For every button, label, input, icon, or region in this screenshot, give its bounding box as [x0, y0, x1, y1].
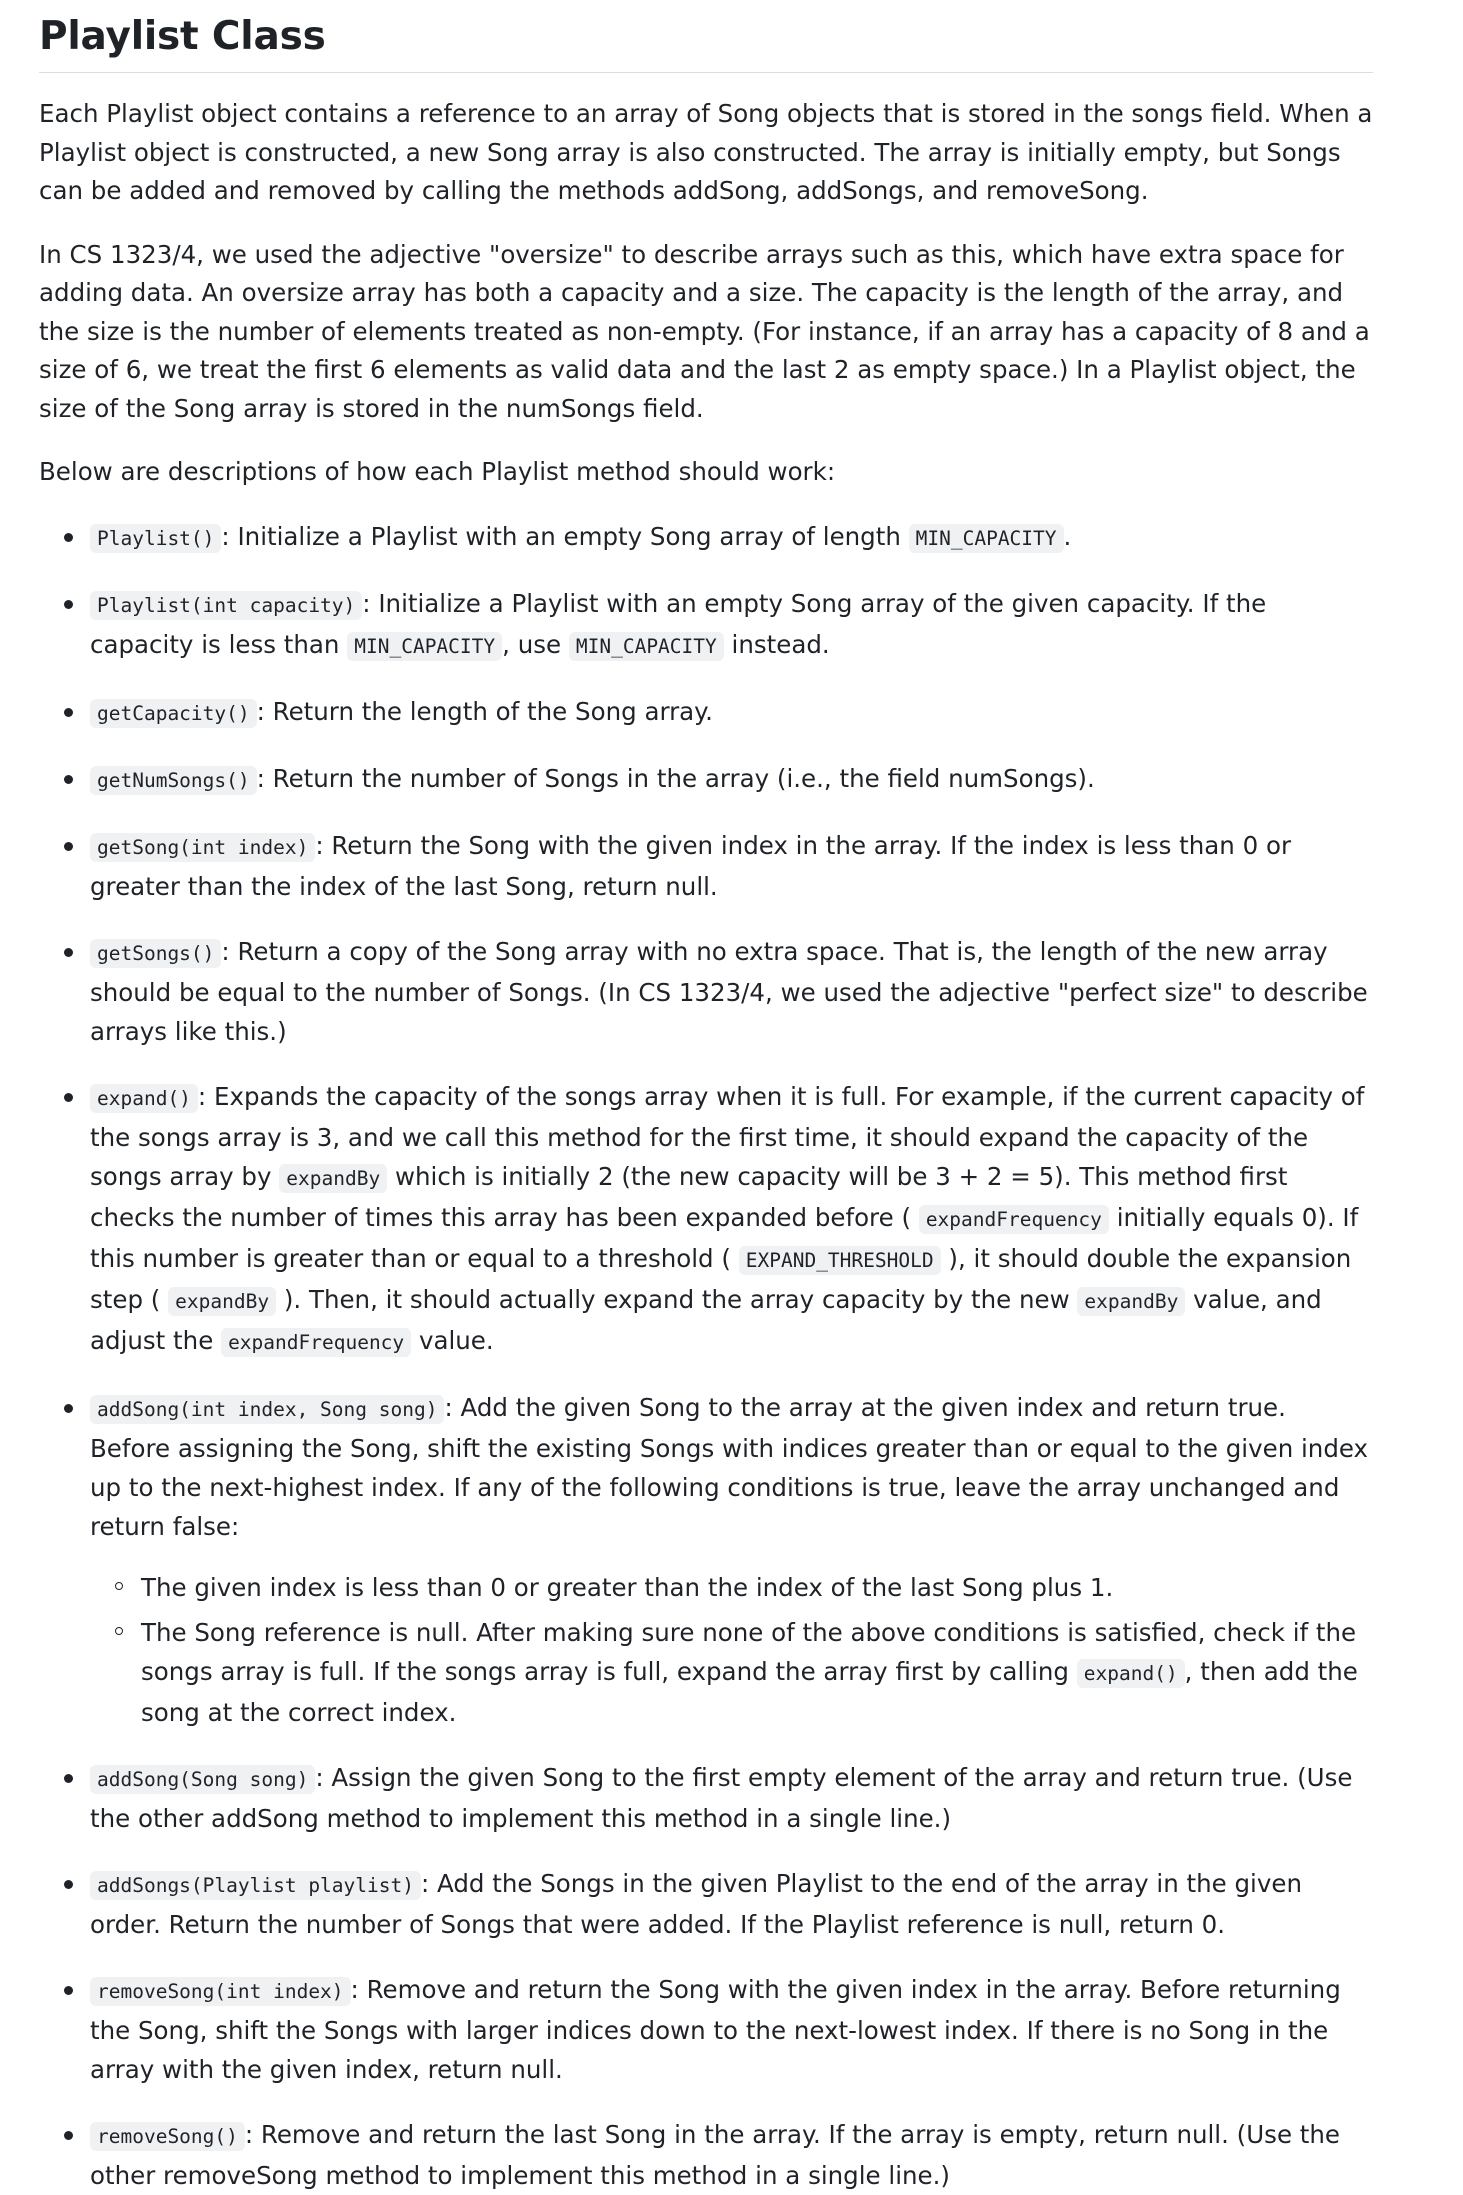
method-text: , use	[502, 629, 569, 659]
method-text: .	[1063, 521, 1072, 551]
method-text: instead.	[723, 629, 830, 659]
method-signature: getSongs()	[90, 939, 221, 968]
inline-code: EXPAND_THRESHOLD	[739, 1246, 941, 1275]
method-text: : Initialize a Playlist with an empty Song array of length	[221, 521, 909, 551]
method-item	[90, 1388, 1373, 1732]
intro-paragraph-1: Each Playlist object contains a reference to an array of Song objects that is stored in the songs field. When a Playlist object is constructed, a new Song array is also constructed. The array is initially empty, but Songs can be added and removed by calling the methods addSong, addSongs, and removeSong.	[39, 99, 1373, 205]
inline-code: MIN_CAPACITY	[347, 632, 502, 661]
intro-paragraph-3: Below are descriptions of how each Playlist method should work:	[39, 457, 836, 486]
condition-item	[141, 1613, 1373, 1732]
method-list	[39, 517, 1373, 2195]
method-item	[90, 692, 1373, 733]
inline-code: expandFrequency	[221, 1328, 411, 1357]
method-item	[90, 2115, 1373, 2195]
method-text: initially equals 0). If this number is greater than or equal to a threshold (	[90, 1202, 1359, 1273]
method-text: : Assign the given Song to the first empty element of the array and return true. (Use the other addSong method to implement this method in a single line.)	[90, 1762, 1353, 1833]
method-signature: addSong(Song song)	[90, 1765, 315, 1794]
method-signature: Playlist(int capacity)	[90, 591, 362, 620]
inline-code: expandFrequency	[919, 1205, 1109, 1234]
method-text: : Remove and return the last Song in the array. If the array is empty, return null. (Use the other removeSong method to implement this method in a single line.)	[90, 2119, 1341, 2190]
method-text: : Remove and return the Song with the given index in the array. Before returning the Song, shift the Songs with larger indices down to the next-lowest index. If there is no Song in the array with the given index, return null.	[90, 1974, 1341, 2084]
condition-item	[141, 1568, 1373, 1607]
method-text: ). Then, it should actually expand the array capacity by the new	[276, 1284, 1078, 1314]
method-item	[90, 1077, 1373, 1362]
method-text: The Song reference is null. After making sure none of the above conditions is satisfied, check if the songs array is full. If the songs array is full, expand the array first by calling	[141, 1617, 1357, 1686]
method-text: : Initialize a Playlist with an empty Song array of the given capacity. If the capacity is less than	[90, 588, 1267, 659]
method-text: The given index is less than 0 or greater than the index of the last Song plus 1.	[141, 1572, 1114, 1602]
method-item	[90, 1864, 1373, 1944]
method-text: value.	[411, 1325, 494, 1355]
inline-code: MIN_CAPACITY	[909, 524, 1064, 553]
method-text: : Return the Song with the given index in the array. If the index is less than 0 or greater than the index of the last Song, return null.	[90, 830, 1292, 901]
method-signature: Playlist()	[90, 524, 221, 553]
condition-list	[90, 1568, 1373, 1732]
inline-code: expand()	[1077, 1659, 1185, 1688]
method-text: value, and adjust the	[90, 1284, 1322, 1355]
method-signature: addSong(int index, Song song)	[90, 1395, 444, 1424]
inline-code: expandBy	[1077, 1287, 1185, 1316]
method-item	[90, 932, 1373, 1051]
method-text: : Add the given Song to the array at the given index and return true. Before assigning the Song, shift the existing Songs with indices greater than or equal to the given index up to the next-highest index. If any of the following conditions is true, leave the array unchanged and return false:	[90, 1392, 1369, 1541]
method-item	[90, 759, 1373, 800]
method-text: ), it should double the expansion step (	[90, 1243, 1352, 1314]
method-signature: removeSong(int index)	[90, 1977, 351, 2006]
method-text: : Expands the capacity of the songs array when it is full. For example, if the current capacity of the songs array is 3, and we call this method for the first time, it should expand the capacity of the songs array by	[90, 1081, 1365, 1191]
method-item	[90, 1758, 1373, 1838]
method-signature: getSong(int index)	[90, 833, 315, 862]
method-item	[90, 826, 1373, 906]
method-signature: removeSong()	[90, 2122, 245, 2151]
method-signature: addSongs(Playlist playlist)	[90, 1871, 421, 1900]
inline-code: expandBy	[168, 1287, 276, 1316]
method-signature: getNumSongs()	[90, 766, 257, 795]
method-signature: expand()	[90, 1084, 198, 1113]
method-item	[90, 1970, 1373, 2089]
intro-paragraph-2: In CS 1323/4, we used the adjective "oversize" to describe arrays such as this, which have extra space for adding data. An oversize array has both a capacity and a size. The capacity is the length of the array, and the size is the number of elements treated as non-empty. (For instance, if an array has a capacity of 8 and a size of 6, we treat the first 6 elements as valid data and the last 2 as empty space.) In a Playlist object, the size of the Song array is stored in the numSongs field.	[39, 239, 1370, 423]
method-signature: getCapacity()	[90, 699, 257, 728]
method-text: : Return the length of the Song array.	[256, 696, 713, 726]
method-item	[90, 584, 1373, 666]
method-text: : Return a copy of the Song array with no extra space. That is, the length of the new array should be equal to the number of Songs. (In CS 1323/4, we used the adjective "perfect size" to describe arrays like this.)	[90, 936, 1368, 1046]
inline-code: expandBy	[279, 1164, 387, 1193]
method-text: , then add the song at the correct index.	[141, 1656, 1358, 1727]
method-text: which is initially 2 (the new capacity will be 3 + 2 = 5). This method first checks the number of times this array has been expanded before (	[90, 1161, 1288, 1232]
method-text: : Add the Songs in the given Playlist to the end of the array in the given order. Return the number of Songs that were added. If the Playlist reference is null, return 0.	[90, 1868, 1302, 1939]
method-item	[90, 517, 1373, 558]
inline-code: MIN_CAPACITY	[569, 632, 724, 661]
page-title: Playlist Class	[39, 14, 1373, 73]
method-text: : Return the number of Songs in the array (i.e., the field numSongs).	[256, 763, 1095, 793]
